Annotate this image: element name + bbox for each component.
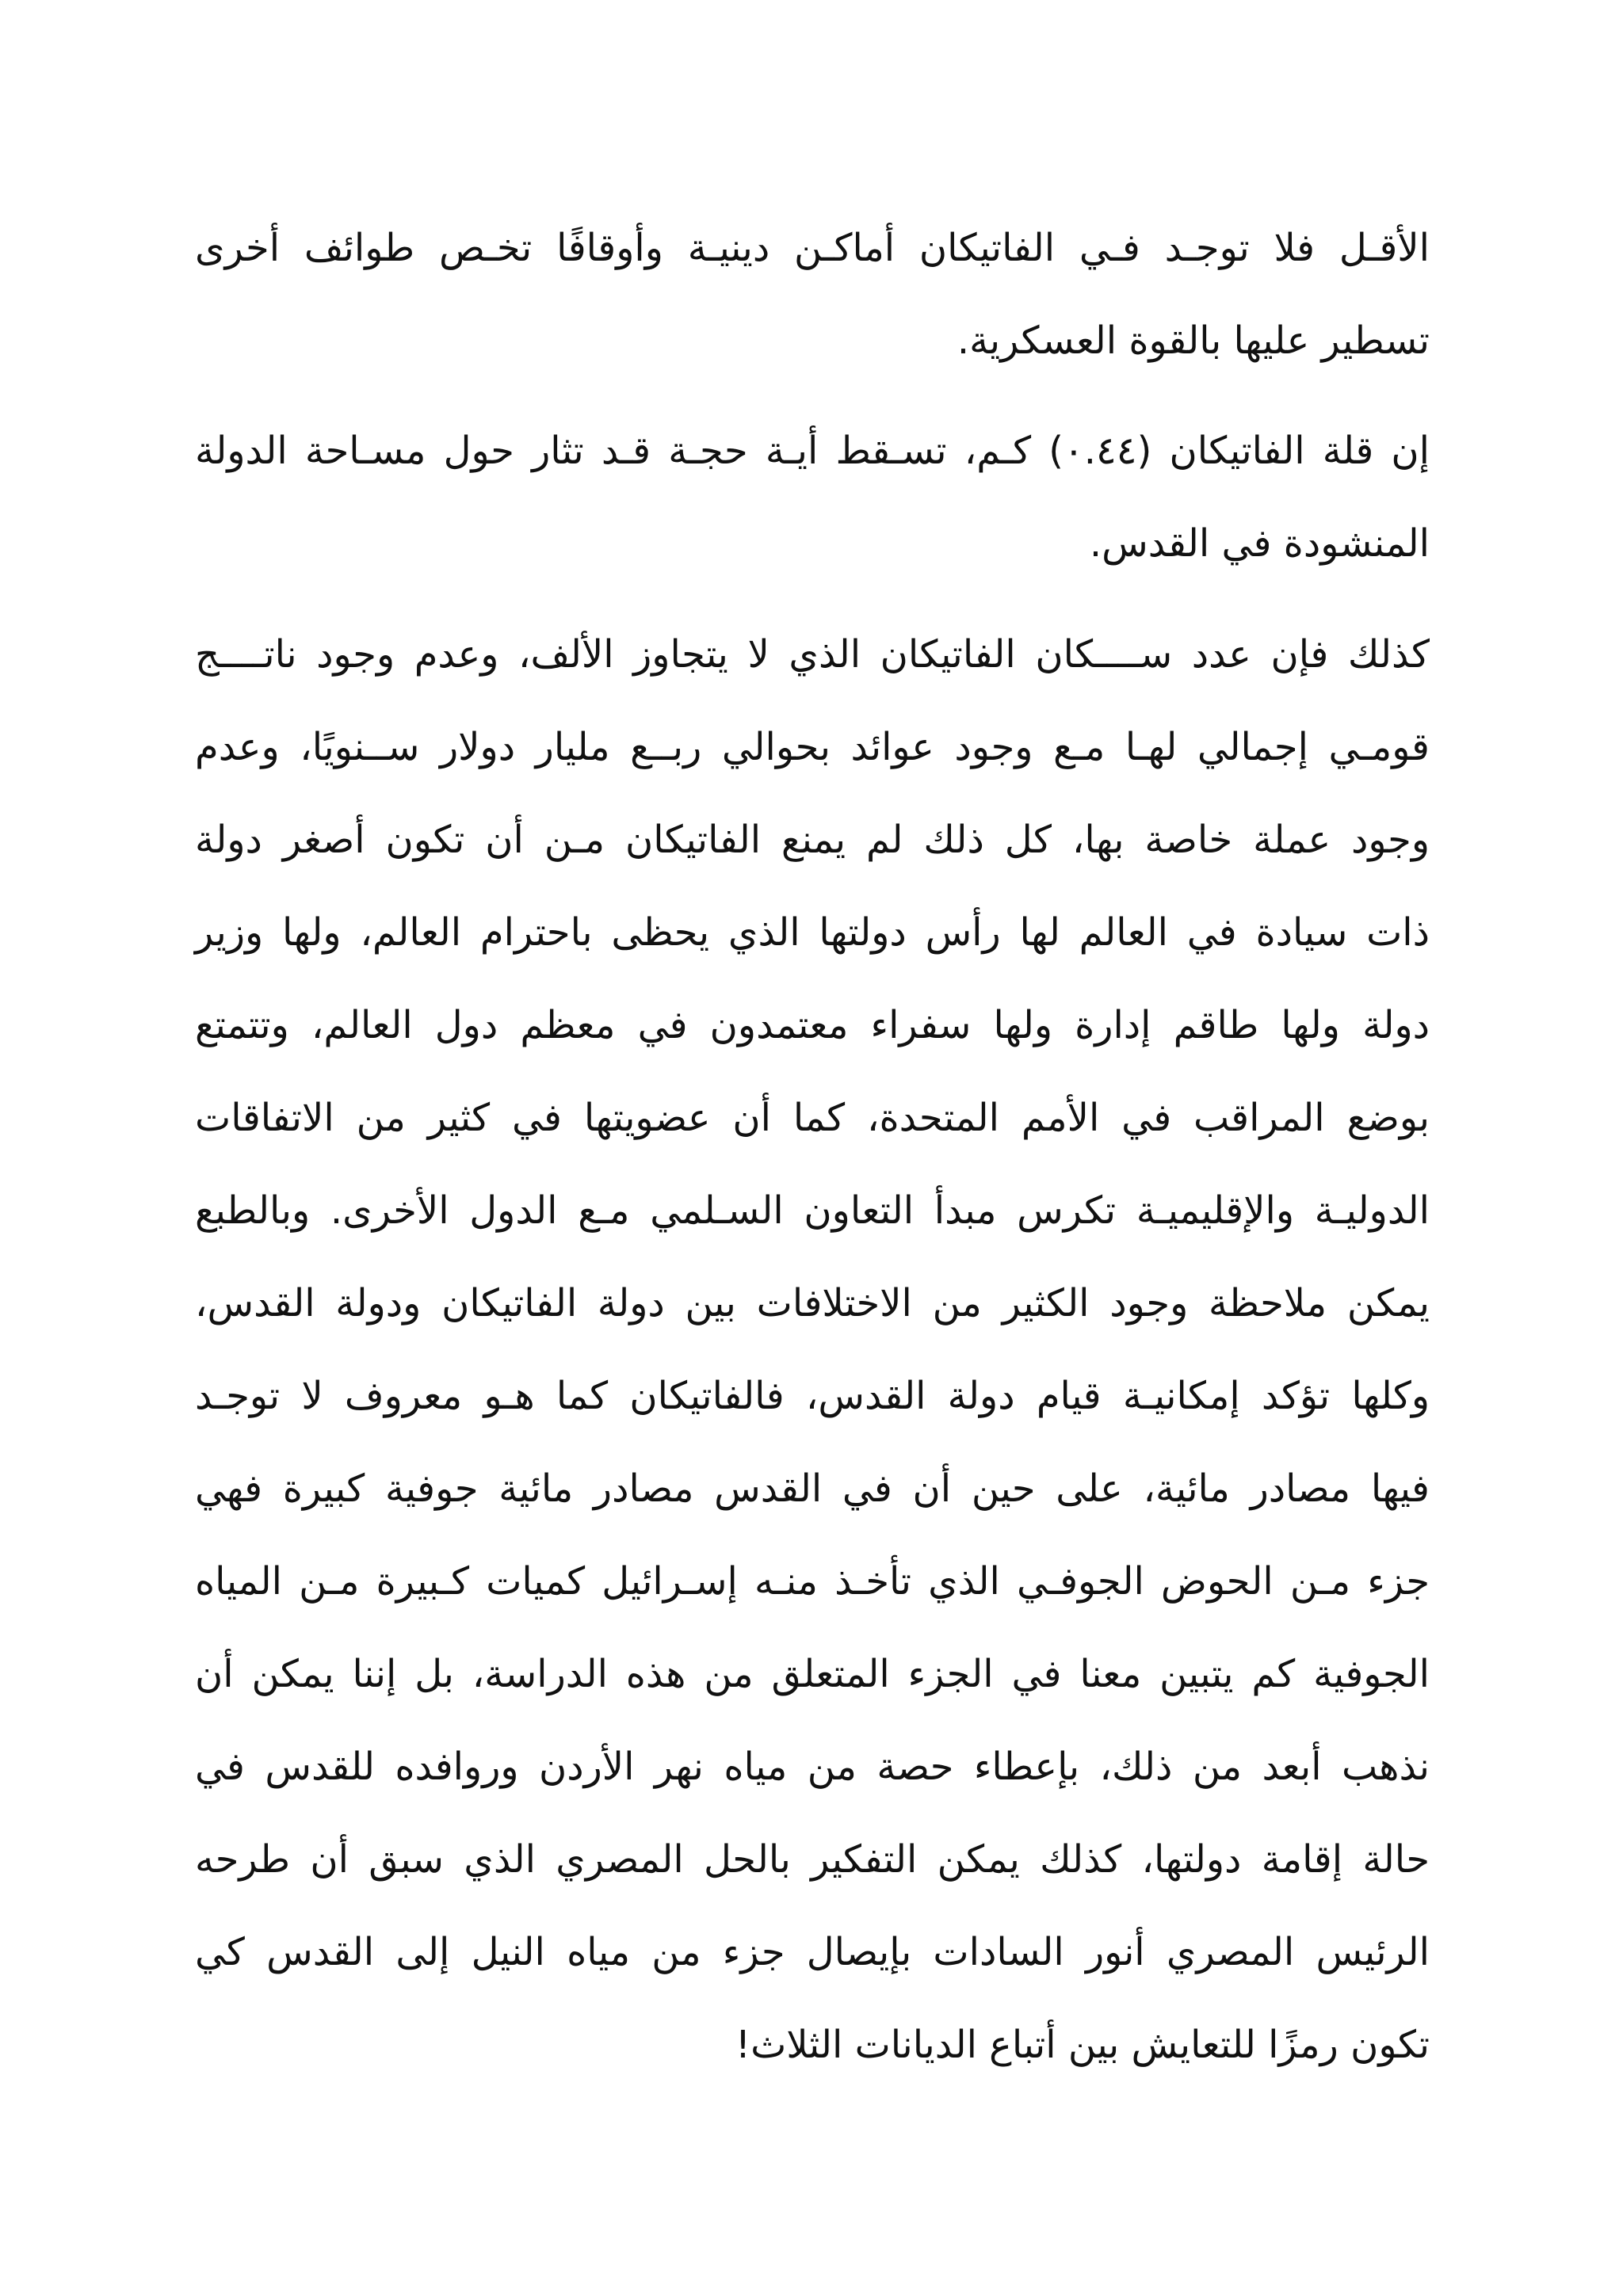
paragraph-line: جزء مـن الحوض الجوفـي الذي تأخـذ منـه إسـرائيل كميات كـبيرة مـن المياه bbox=[195, 1559, 1430, 1604]
paragraph-line: تسطير عليها بالقوة العسكرية. bbox=[957, 318, 1430, 363]
paragraph-line: تكون رمزًا للتعايش بين أتباع الديانات الثلاث! bbox=[735, 2023, 1430, 2067]
paragraph-line: كذلك فإن عدد ســــكان الفاتيكان الذي لا يتجاوز الألف، وعدم وجود ناتــــج bbox=[195, 632, 1430, 677]
paragraph-line: قومـي إجمالي لهـا مـع وجود عوائد بحوالي ربــع مليار دولار ســنويًا، وعدم bbox=[195, 725, 1430, 769]
paragraph-line: وكلها تؤكد إمكانيـة قيام دولة القدس، فالفاتيكان كما هـو معروف لا توجـد bbox=[195, 1374, 1430, 1418]
paragraph-line: دولة ولها طاقم إدارة ولها سفراء معتمدون في معظم دول العالم، وتتمتع bbox=[195, 1003, 1430, 1047]
paragraph-line: الجوفية كم يتبين معنا في الجزء المتعلق من هذه الدراسة، بل إننا يمكن أن bbox=[195, 1652, 1430, 1696]
paragraph-line: حالة إقامة دولتها، كذلك يمكن التفكير بالحل المصري الذي سبق أن طرحه bbox=[195, 1837, 1430, 1882]
paragraph-line: الرئيس المصري أنور السادات بإيصال جزء من مياه النيل إلى القدس كي bbox=[195, 1930, 1430, 1974]
paragraph-line: يمكن ملاحظة وجود الكثير من الاختلافات بين دولة الفاتيكان ودولة القدس، bbox=[195, 1281, 1430, 1325]
paragraph-line: المنشودة في القدس. bbox=[1089, 521, 1430, 566]
paragraph-line: نذهب أبعد من ذلك، بإعطاء حصة من مياه نهر الأردن وروافده للقدس في bbox=[195, 1745, 1430, 1789]
paragraph-2 bbox=[195, 405, 1430, 590]
paragraph-line: بوضع المراقب في الأمم المتحدة، كما أن عضويتها في كثير من الاتفاقات bbox=[195, 1096, 1430, 1140]
paragraph-line: ذات سيادة في العالم لها رأس دولتها الذي يحظى باحترام العالم، ولها وزير bbox=[195, 910, 1430, 955]
paragraph-line: الدوليـة والإقليميـة تكرس مبدأ التعاون السـلمي مـع الدول الأخرى. وبالطبع bbox=[195, 1188, 1430, 1233]
paragraph-1 bbox=[195, 202, 1430, 387]
paragraph-line: الأقـل فلا توجـد فـي الفاتيكان أماكـن دينيـة وأوقافًا تخـص طوائف أخرى bbox=[195, 226, 1430, 270]
paragraph-line: وجود عملة خاصة بها، كل ذلك لم يمنع الفاتيكان مـن أن تكون أصغر دولة bbox=[195, 818, 1430, 862]
paragraph-3 bbox=[195, 608, 1430, 2092]
paragraph-line: إن قلة الفاتيكان (٠.٤٤) كـم، تسـقط أيـة حجـة قـد تثار حول مسـاحة الدولة bbox=[195, 429, 1430, 473]
paragraph-line: فيها مصادر مائية، على حين أن في القدس مصادر مائية جوفية كبيرة فهي bbox=[195, 1466, 1430, 1511]
